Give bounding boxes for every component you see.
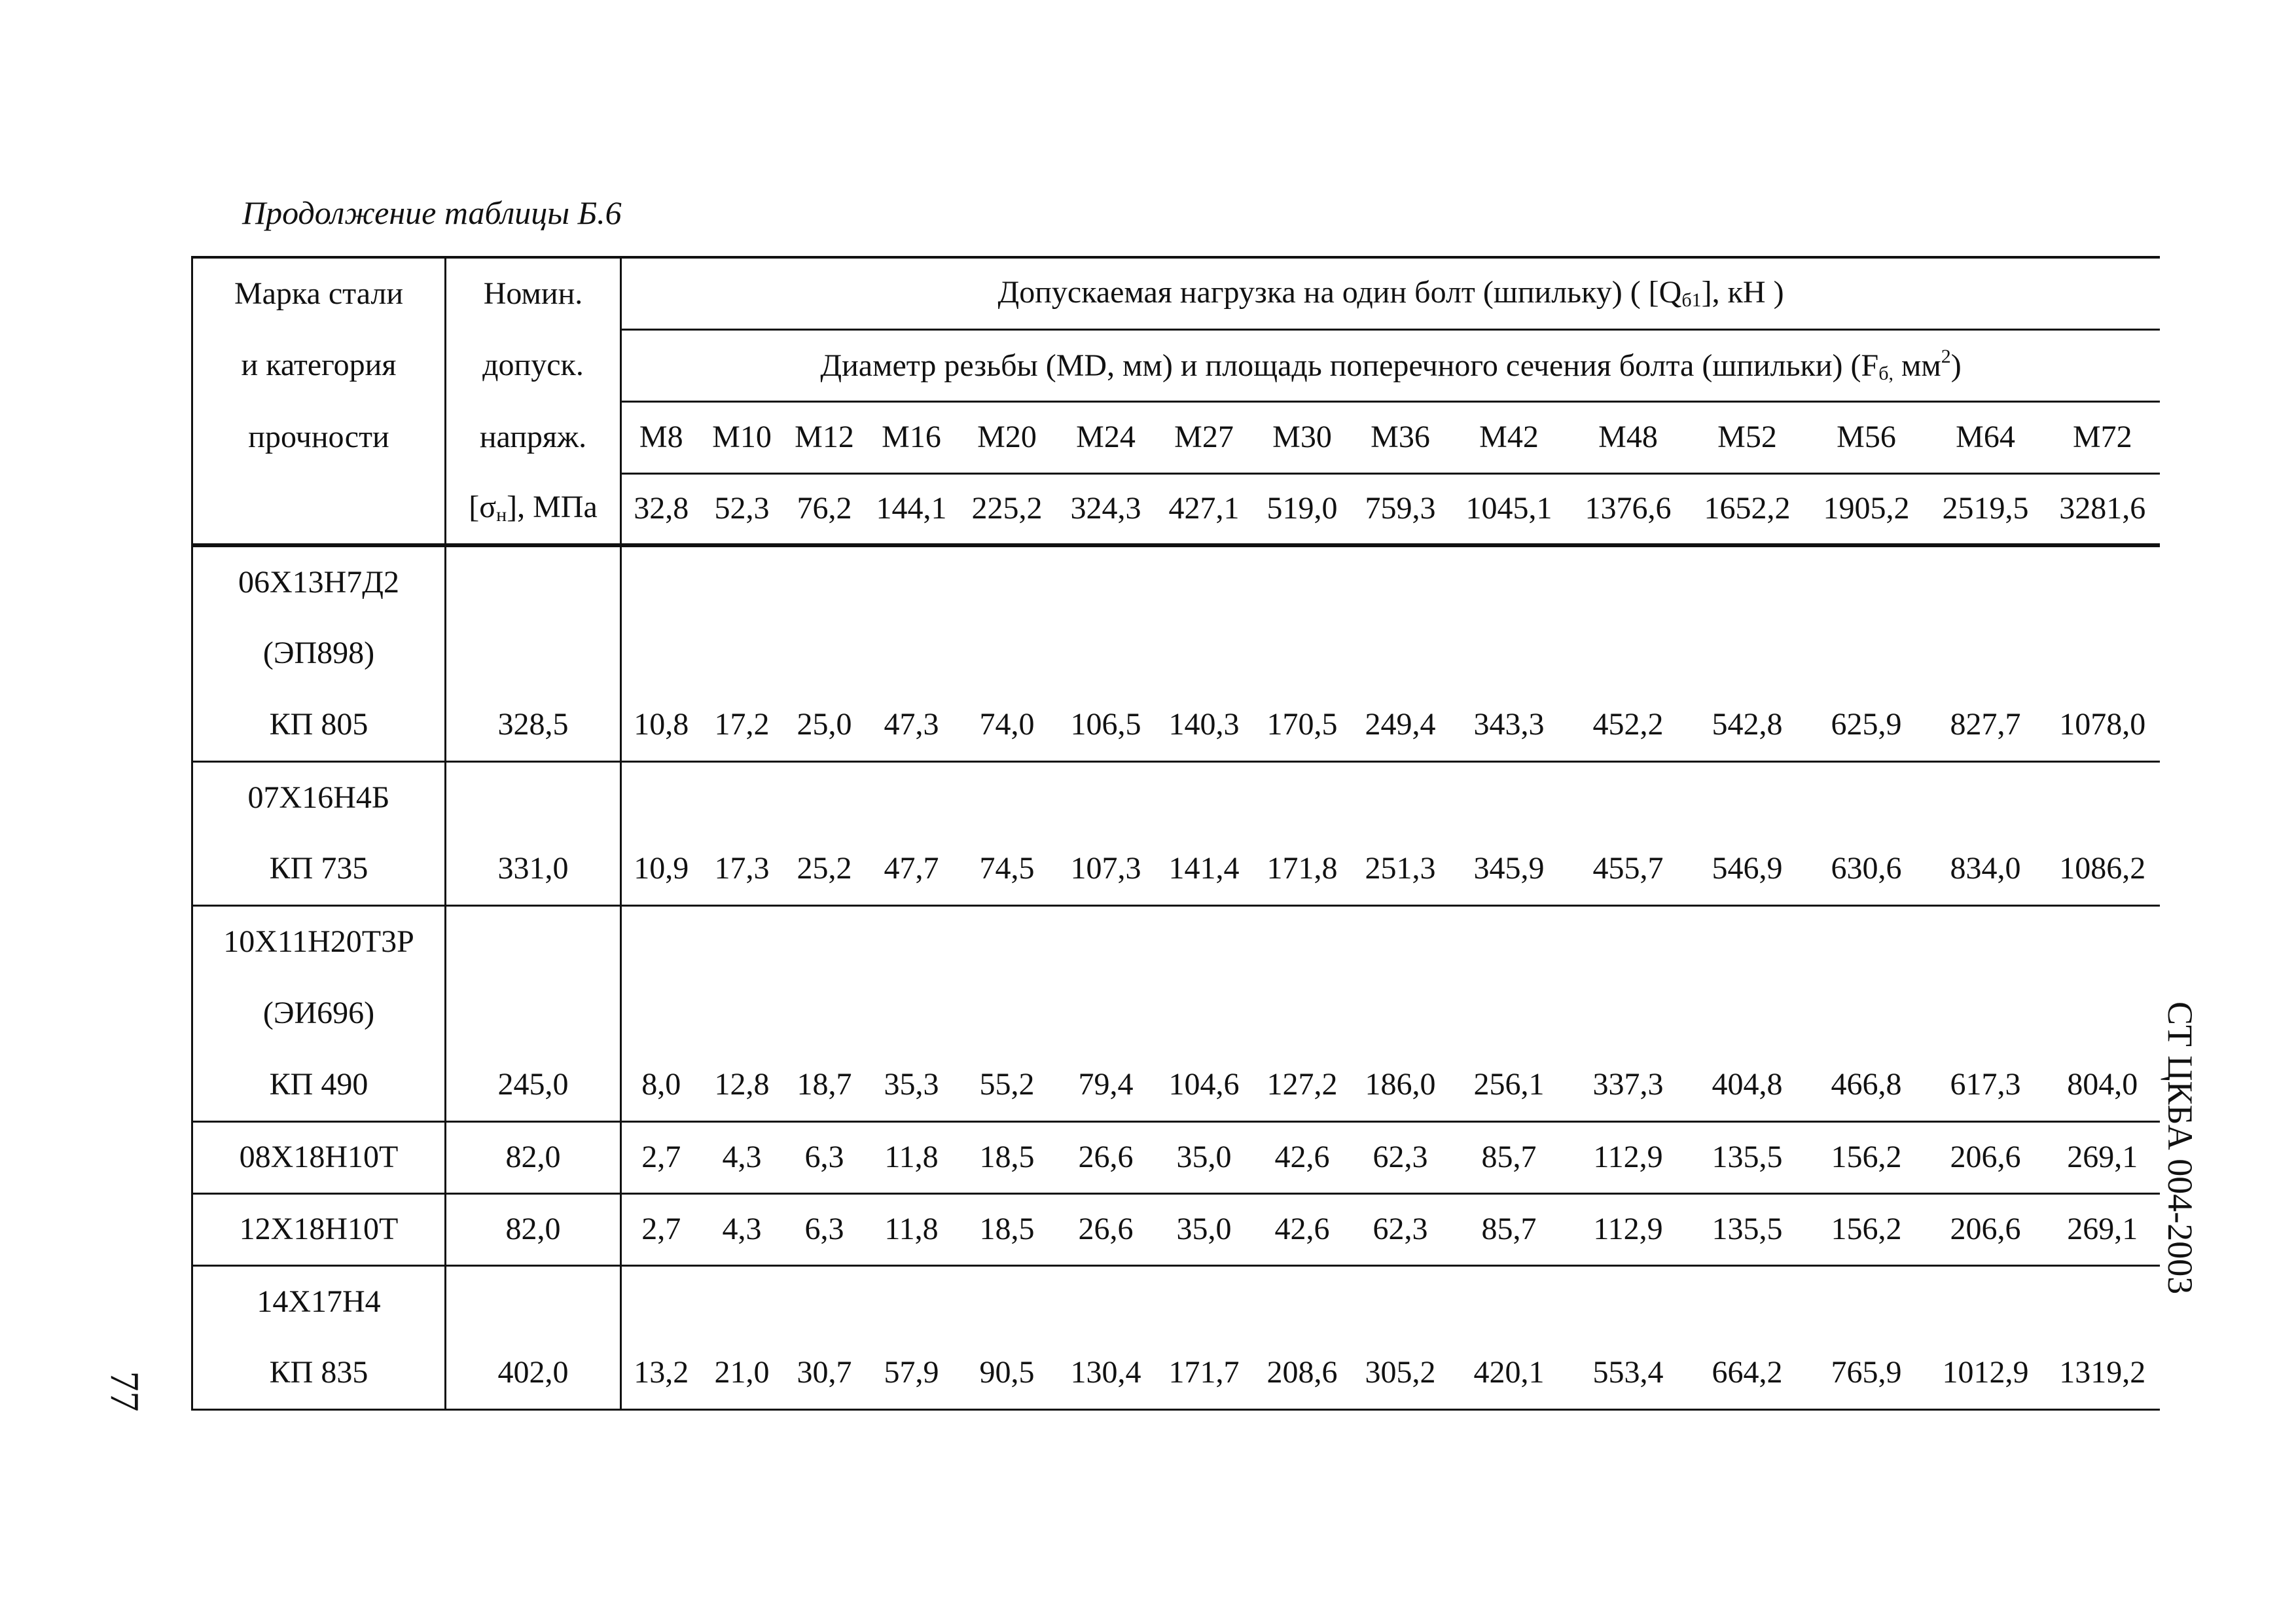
- load-value: [783, 977, 866, 1049]
- diameter-title-unit: мм: [1893, 348, 1941, 383]
- load-title-sub: б1: [1681, 289, 1702, 311]
- header-row-areas: [192, 473, 2161, 545]
- load-value: 62,3: [1352, 1193, 1450, 1265]
- load-value: [866, 1265, 958, 1337]
- load-value: [2045, 905, 2161, 977]
- load-value: [2045, 1265, 2161, 1337]
- load-value: 26,6: [1057, 1121, 1155, 1193]
- header-row-sizes: [192, 401, 2161, 473]
- steel-grade: 07Х16Н4Б: [192, 761, 446, 833]
- area-value: 519,0: [1253, 473, 1352, 545]
- load-value: [1688, 617, 1807, 689]
- load-value: [621, 977, 701, 1049]
- load-value: 827,7: [1926, 689, 2045, 761]
- load-value: [701, 545, 783, 617]
- header-load-title: [621, 257, 2161, 329]
- load-value: 35,3: [866, 1049, 958, 1121]
- load-value: [866, 977, 958, 1049]
- load-value: [866, 905, 958, 977]
- table-row: [192, 1265, 2161, 1337]
- load-value: [701, 977, 783, 1049]
- header-row-diameter: [192, 329, 2161, 401]
- thread-size: М52: [1688, 401, 1807, 473]
- allowable-stress: 245,0: [446, 1049, 621, 1121]
- load-value: [958, 761, 1057, 833]
- steel-grade: 06Х13Н7Д2: [192, 545, 446, 617]
- load-value: 112,9: [1569, 1121, 1688, 1193]
- area-value: 427,1: [1155, 473, 1253, 545]
- area-value: 32,8: [621, 473, 701, 545]
- load-value: [1926, 977, 2045, 1049]
- load-value: 206,6: [1926, 1121, 2045, 1193]
- load-value: 106,5: [1057, 689, 1155, 761]
- load-value: 130,4: [1057, 1337, 1155, 1409]
- load-value: 79,4: [1057, 1049, 1155, 1121]
- load-value: [1253, 617, 1352, 689]
- thread-size: М64: [1926, 401, 2045, 473]
- area-value: 144,1: [866, 473, 958, 545]
- load-value: [1352, 977, 1450, 1049]
- header-stress-line1: Номин.: [446, 257, 621, 329]
- load-value: [1688, 905, 1807, 977]
- load-value: 18,5: [958, 1121, 1057, 1193]
- load-value: [958, 545, 1057, 617]
- load-value: 35,0: [1155, 1121, 1253, 1193]
- load-value: 90,5: [958, 1337, 1057, 1409]
- load-value: 11,8: [866, 1193, 958, 1265]
- load-value: 112,9: [1569, 1193, 1688, 1265]
- thread-size: М8: [621, 401, 701, 473]
- table-row: [192, 905, 2161, 977]
- steel-grade: КП 490: [192, 1049, 446, 1121]
- load-value: [1352, 905, 1450, 977]
- load-value: [1253, 977, 1352, 1049]
- load-value: [783, 617, 866, 689]
- load-value: 74,0: [958, 689, 1057, 761]
- area-value: 1652,2: [1688, 473, 1807, 545]
- load-value: [1352, 617, 1450, 689]
- allowable-stress: 328,5: [446, 689, 621, 761]
- load-value: [1155, 977, 1253, 1049]
- load-value: [783, 545, 866, 617]
- load-value: [1253, 905, 1352, 977]
- load-value: [2045, 761, 2161, 833]
- load-value: 269,1: [2045, 1121, 2161, 1193]
- load-value: 11,8: [866, 1121, 958, 1193]
- load-title-suffix: ], кН ): [1701, 274, 1784, 310]
- table-row: [192, 545, 2161, 617]
- load-value: [1569, 977, 1688, 1049]
- load-value: [1569, 617, 1688, 689]
- load-value: 141,4: [1155, 833, 1253, 905]
- allowable-stress: 331,0: [446, 833, 621, 905]
- table-row: [192, 833, 2161, 905]
- load-value: [958, 1265, 1057, 1337]
- load-value: [783, 905, 866, 977]
- load-value: 12,8: [701, 1049, 783, 1121]
- header-stress-line3: напряж.: [446, 401, 621, 473]
- load-value: [621, 545, 701, 617]
- load-value: [1057, 977, 1155, 1049]
- load-value: 1012,9: [1926, 1337, 2045, 1409]
- load-value: [1155, 1265, 1253, 1337]
- thread-size: М36: [1352, 401, 1450, 473]
- header-mark-line3: прочности: [192, 401, 446, 473]
- header-stress-unit: [446, 473, 621, 545]
- load-value: [1807, 617, 1926, 689]
- thread-size: М10: [701, 401, 783, 473]
- area-value: 225,2: [958, 473, 1057, 545]
- table-row: [192, 617, 2161, 689]
- load-value: [1450, 545, 1569, 617]
- load-value: [783, 761, 866, 833]
- area-value: 1045,1: [1450, 473, 1569, 545]
- allowable-stress: [446, 1265, 621, 1337]
- load-value: 455,7: [1569, 833, 1688, 905]
- load-value: [1688, 977, 1807, 1049]
- load-value: 420,1: [1450, 1337, 1569, 1409]
- load-value: 542,8: [1688, 689, 1807, 761]
- thread-size: М30: [1253, 401, 1352, 473]
- load-value: [1807, 905, 1926, 977]
- load-value: [701, 761, 783, 833]
- load-value: [2045, 617, 2161, 689]
- thread-size: М24: [1057, 401, 1155, 473]
- stress-sigma: [σ: [469, 490, 497, 524]
- thread-size: М16: [866, 401, 958, 473]
- load-value: [1569, 545, 1688, 617]
- load-value: 55,2: [958, 1049, 1057, 1121]
- load-value: [1057, 1265, 1155, 1337]
- allowable-stress: 402,0: [446, 1337, 621, 1409]
- load-value: 140,3: [1155, 689, 1253, 761]
- load-value: 269,1: [2045, 1193, 2161, 1265]
- load-value: [1569, 761, 1688, 833]
- load-value: [1688, 545, 1807, 617]
- load-value: 249,4: [1352, 689, 1450, 761]
- load-value: 17,2: [701, 689, 783, 761]
- table-row: [192, 1337, 2161, 1409]
- load-value: 171,8: [1253, 833, 1352, 905]
- load-value: 57,9: [866, 1337, 958, 1409]
- load-value: 21,0: [701, 1337, 783, 1409]
- load-value: [1926, 905, 2045, 977]
- load-value: [1155, 761, 1253, 833]
- load-value: 104,6: [1155, 1049, 1253, 1121]
- thread-size: М12: [783, 401, 866, 473]
- allowable-stress: 82,0: [446, 1121, 621, 1193]
- load-value: 10,9: [621, 833, 701, 905]
- steel-grade: КП 805: [192, 689, 446, 761]
- load-value: [1926, 1265, 2045, 1337]
- load-value: 25,0: [783, 689, 866, 761]
- load-value: [1450, 977, 1569, 1049]
- load-value: 13,2: [621, 1337, 701, 1409]
- load-value: 186,0: [1352, 1049, 1450, 1121]
- area-value: 3281,6: [2045, 473, 2161, 545]
- load-value: [866, 617, 958, 689]
- load-value: [1926, 761, 2045, 833]
- load-value: 107,3: [1057, 833, 1155, 905]
- steel-grade: 12Х18Н10Т: [192, 1193, 446, 1265]
- thread-size: М72: [2045, 401, 2161, 473]
- load-value: 1078,0: [2045, 689, 2161, 761]
- allowable-stress: [446, 761, 621, 833]
- allowable-stress: [446, 905, 621, 977]
- stress-sigma-sub: н: [496, 504, 507, 526]
- load-value: [958, 977, 1057, 1049]
- load-value: [701, 1265, 783, 1337]
- table-container: [191, 256, 2160, 1421]
- load-value: 135,5: [1688, 1121, 1807, 1193]
- table-row: [192, 1121, 2161, 1193]
- thread-size: М27: [1155, 401, 1253, 473]
- load-value: [1253, 545, 1352, 617]
- load-value: 765,9: [1807, 1337, 1926, 1409]
- diameter-title-sup: 2: [1941, 346, 1951, 367]
- load-value: [1926, 545, 2045, 617]
- allowable-stress: [446, 977, 621, 1049]
- load-value: [701, 905, 783, 977]
- header-mark-blank: [192, 473, 446, 545]
- load-value: [958, 905, 1057, 977]
- area-value: 759,3: [1352, 473, 1450, 545]
- area-value: 1905,2: [1807, 473, 1926, 545]
- steel-grade: (ЭИ696): [192, 977, 446, 1049]
- load-value: [1352, 1265, 1450, 1337]
- table-row: [192, 977, 2161, 1049]
- load-value: [1807, 545, 1926, 617]
- table-row: [192, 689, 2161, 761]
- load-value: [621, 1265, 701, 1337]
- allowable-stress: 82,0: [446, 1193, 621, 1265]
- load-value: 6,3: [783, 1193, 866, 1265]
- area-value: 324,3: [1057, 473, 1155, 545]
- load-value: [1352, 761, 1450, 833]
- load-value: [1926, 617, 2045, 689]
- steel-grade: КП 735: [192, 833, 446, 905]
- load-value: 18,7: [783, 1049, 866, 1121]
- load-value: 156,2: [1807, 1193, 1926, 1265]
- diameter-title-sub: б,: [1878, 363, 1893, 384]
- load-value: 85,7: [1450, 1193, 1569, 1265]
- load-value: 404,8: [1688, 1049, 1807, 1121]
- area-value: 76,2: [783, 473, 866, 545]
- load-value: [1688, 761, 1807, 833]
- load-value: [2045, 545, 2161, 617]
- load-value: 85,7: [1450, 1121, 1569, 1193]
- load-value: 1319,2: [2045, 1337, 2161, 1409]
- load-value: [1569, 905, 1688, 977]
- load-value: 343,3: [1450, 689, 1569, 761]
- load-value: [621, 617, 701, 689]
- allowable-stress: [446, 617, 621, 689]
- header-diameter-title: [621, 329, 2161, 401]
- load-value: 664,2: [1688, 1337, 1807, 1409]
- load-value: 4,3: [701, 1193, 783, 1265]
- header-stress-line2: допуск.: [446, 329, 621, 401]
- steel-grade: КП 835: [192, 1337, 446, 1409]
- load-value: 127,2: [1253, 1049, 1352, 1121]
- load-value: 47,3: [866, 689, 958, 761]
- load-value: [621, 761, 701, 833]
- load-value: [1253, 761, 1352, 833]
- document-code: СТ ЦКБА 004-2003: [2161, 1001, 2200, 1295]
- header-mark-line2: и категория: [192, 329, 446, 401]
- load-title-prefix: Допускаемая нагрузка на один болт (шпильку) ( [Q: [997, 274, 1682, 310]
- allowable-stress: [446, 545, 621, 617]
- area-value: 1376,6: [1569, 473, 1688, 545]
- load-value: [2045, 977, 2161, 1049]
- load-value: 834,0: [1926, 833, 2045, 905]
- load-value: [1352, 545, 1450, 617]
- load-value: 10,8: [621, 689, 701, 761]
- load-value: [1450, 617, 1569, 689]
- load-value: [1057, 761, 1155, 833]
- load-value: [1450, 905, 1569, 977]
- load-value: 17,3: [701, 833, 783, 905]
- load-value: 135,5: [1688, 1193, 1807, 1265]
- load-value: 26,6: [1057, 1193, 1155, 1265]
- load-value: [1688, 1265, 1807, 1337]
- thread-size: М56: [1807, 401, 1926, 473]
- load-value: [783, 1265, 866, 1337]
- load-value: 170,5: [1253, 689, 1352, 761]
- load-value: [1569, 1265, 1688, 1337]
- stress-unit: ], МПа: [507, 490, 598, 524]
- load-value: 208,6: [1253, 1337, 1352, 1409]
- load-value: 47,7: [866, 833, 958, 905]
- load-value: 30,7: [783, 1337, 866, 1409]
- load-value: [1807, 1265, 1926, 1337]
- load-value: [958, 617, 1057, 689]
- area-value: 52,3: [701, 473, 783, 545]
- load-value: 6,3: [783, 1121, 866, 1193]
- load-value: [1155, 545, 1253, 617]
- load-value: 8,0: [621, 1049, 701, 1121]
- thread-size: М20: [958, 401, 1057, 473]
- table-continuation-caption: Продолжение таблицы Б.6: [242, 194, 622, 231]
- load-value: 804,0: [2045, 1049, 2161, 1121]
- load-value: 251,3: [1352, 833, 1450, 905]
- load-value: 156,2: [1807, 1121, 1926, 1193]
- load-value: 2,7: [621, 1121, 701, 1193]
- load-value: 256,1: [1450, 1049, 1569, 1121]
- table-row: [192, 761, 2161, 833]
- load-value: 466,8: [1807, 1049, 1926, 1121]
- load-value: [1807, 977, 1926, 1049]
- load-value: [1057, 545, 1155, 617]
- load-value: 630,6: [1807, 833, 1926, 905]
- steel-grade: 08Х18Н10Т: [192, 1121, 446, 1193]
- load-value: 74,5: [958, 833, 1057, 905]
- load-value: [1807, 761, 1926, 833]
- table-row: [192, 1193, 2161, 1265]
- load-value: 25,2: [783, 833, 866, 905]
- load-value: 2,7: [621, 1193, 701, 1265]
- load-value: 35,0: [1155, 1193, 1253, 1265]
- load-value: [701, 617, 783, 689]
- thread-size: М42: [1450, 401, 1569, 473]
- load-value: [866, 545, 958, 617]
- load-value: 337,3: [1569, 1049, 1688, 1121]
- load-value: 42,6: [1253, 1193, 1352, 1265]
- load-value: 625,9: [1807, 689, 1926, 761]
- area-value: 2519,5: [1926, 473, 2045, 545]
- load-value: 171,7: [1155, 1337, 1253, 1409]
- load-value: 206,6: [1926, 1193, 2045, 1265]
- diameter-title-suffix: ): [1950, 348, 1962, 383]
- diameter-title-prefix: Диаметр резьбы (MD, мм) и площадь поперечного сечения болта (шпильки) (F: [820, 348, 1879, 383]
- load-value: [1450, 761, 1569, 833]
- load-value: 4,3: [701, 1121, 783, 1193]
- load-value: 305,2: [1352, 1337, 1450, 1409]
- steel-grade: (ЭП898): [192, 617, 446, 689]
- bolt-load-table: [191, 256, 2160, 1411]
- load-value: 617,3: [1926, 1049, 2045, 1121]
- load-value: 62,3: [1352, 1121, 1450, 1193]
- load-value: 345,9: [1450, 833, 1569, 905]
- load-value: 18,5: [958, 1193, 1057, 1265]
- load-value: 452,2: [1569, 689, 1688, 761]
- load-value: 546,9: [1688, 833, 1807, 905]
- header-mark-line1: Марка стали: [192, 257, 446, 329]
- load-value: [1450, 1265, 1569, 1337]
- load-value: [1057, 617, 1155, 689]
- load-value: 1086,2: [2045, 833, 2161, 905]
- load-value: 553,4: [1569, 1337, 1688, 1409]
- load-value: [1057, 905, 1155, 977]
- load-value: [1155, 905, 1253, 977]
- load-value: [1155, 617, 1253, 689]
- table-body: [192, 545, 2161, 1409]
- load-value: [866, 761, 958, 833]
- header-row-load: [192, 257, 2161, 329]
- steel-grade: 14Х17Н4: [192, 1265, 446, 1337]
- load-value: [1253, 1265, 1352, 1337]
- table-row: [192, 1049, 2161, 1121]
- thread-size: М48: [1569, 401, 1688, 473]
- page-number: 77: [101, 1371, 147, 1412]
- steel-grade: 10Х11Н20Т3Р: [192, 905, 446, 977]
- load-value: [621, 905, 701, 977]
- load-value: 42,6: [1253, 1121, 1352, 1193]
